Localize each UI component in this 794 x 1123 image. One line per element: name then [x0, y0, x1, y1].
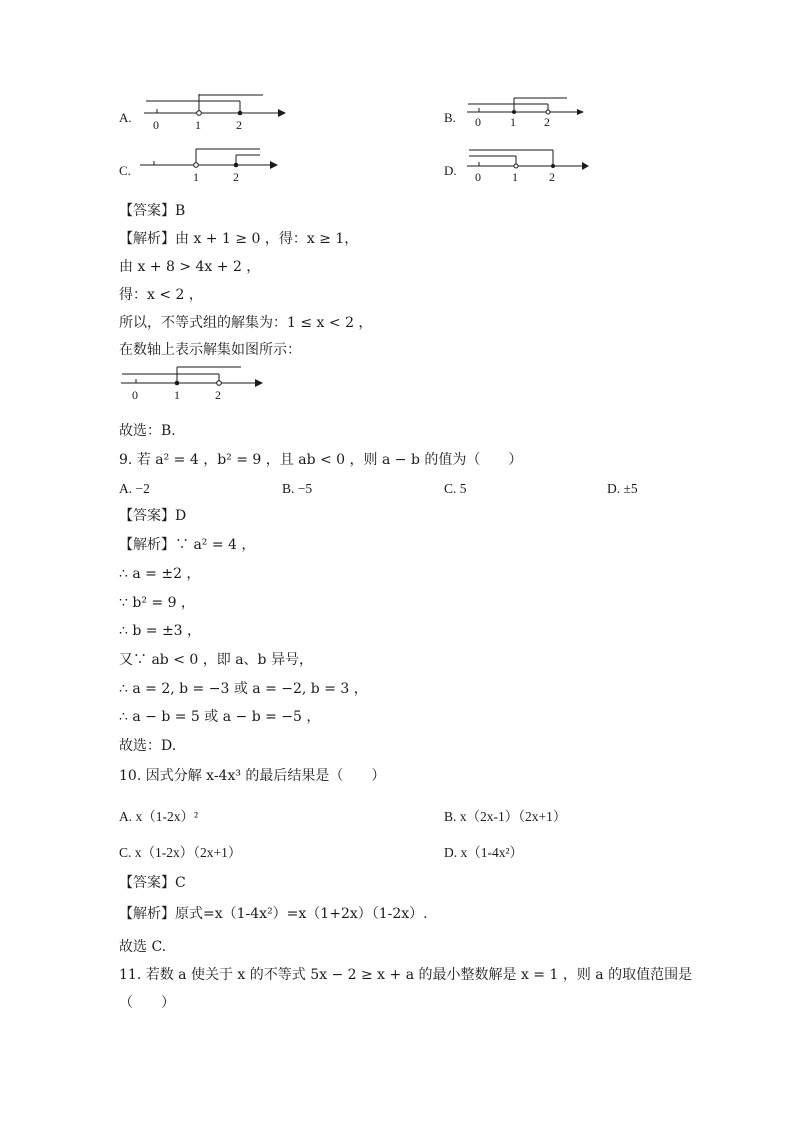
analysis-line: ∴ a = ±2 ，: [119, 566, 201, 582]
option-c-label: C.: [119, 163, 131, 178]
number-line-option-d: [465, 146, 595, 186]
answer-q10: 【答案】C: [119, 875, 186, 891]
tick-label: 0: [475, 115, 481, 129]
tick-label: 1: [510, 115, 516, 129]
question-11-stem: 11. 若数 a 使关于 x 的不等式 5x − 2 ≥ x + a 的最小整数解是 x = 1 ，则 a 的取值范围是: [119, 967, 693, 983]
tick-label: 2: [215, 388, 221, 402]
answer-q9: 【答案】D: [119, 508, 187, 524]
analysis-line: ∵ b² = 9 ，: [119, 595, 195, 611]
q9-option-b: B. −5: [282, 481, 313, 496]
conclusion-q9: 故选：D.: [119, 738, 177, 754]
analysis-line: 【解析】由 x + 1 ≥ 0 ，得：x ≥ 1，: [119, 231, 359, 247]
tick-label: 2: [236, 118, 242, 132]
q9-option-a: A. −2: [119, 481, 150, 496]
number-line-option-b: [465, 95, 590, 130]
q9-option-c: C. 5: [444, 481, 467, 496]
tick-label: 1: [193, 170, 199, 184]
tick-label: 2: [233, 170, 239, 184]
q10-option-a: A. x（1-2x）²: [119, 809, 199, 824]
tick-label: 1: [512, 170, 518, 184]
analysis-line: 在数轴上表示解集如图所示：: [119, 342, 301, 358]
tick-label: 1: [174, 388, 180, 402]
tick-label: 2: [549, 170, 555, 184]
option-b-label: B.: [444, 110, 456, 125]
q10-option-d: D. x（1-4x²）: [444, 845, 524, 860]
conclusion-q10: 故选 C.: [119, 939, 167, 955]
number-line-option-a: [140, 92, 290, 132]
tick-label: 2: [544, 115, 550, 129]
analysis-line: 由 x + 8 > 4x + 2 ，: [119, 259, 261, 275]
analysis-line: 得：x < 2 ，: [119, 287, 203, 303]
option-d-label: D.: [444, 163, 457, 178]
analysis-line: ∴ a − b = 5 或 a − b = −5 ，: [119, 709, 321, 725]
q10-option-b: B. x（2x-1）（2x+1）: [444, 809, 567, 824]
conclusion-q8: 故选：B.: [119, 423, 176, 439]
question-9-stem: 9. 若 a² = 4 ，b² = 9 ，且 ab < 0 ，则 a − b 的值为（ ）: [119, 452, 523, 468]
tick-label: 1: [195, 118, 201, 132]
number-line-option-c: [138, 146, 283, 186]
option-a-label: A.: [119, 110, 132, 125]
q10-option-c: C. x（1-2x）（2x+1）: [119, 845, 242, 860]
tick-label: 0: [475, 170, 481, 184]
answer-q8: 【答案】B: [119, 203, 186, 219]
tick-label: 0: [132, 388, 138, 402]
analysis-line: 【解析】∵ a² = 4 ，: [119, 537, 256, 553]
analysis-line: 又∵ ab < 0 ，即 a、b 异号，: [119, 652, 313, 668]
tick-label: 0: [153, 118, 159, 132]
question-11-paren: （ ）: [119, 995, 175, 1011]
analysis-line: ∴ b = ±3 ，: [119, 623, 202, 639]
analysis-line: ∴ a = 2, b = −3 或 a = −2, b = 3 ，: [119, 681, 368, 697]
question-10-stem: 10. 因式分解 x-4x³ 的最后结果是（ ）: [119, 768, 386, 784]
analysis-line: 所以，不等式组的解集为：1 ≤ x < 2 ，: [119, 315, 373, 331]
analysis-q10: 【解析】原式=x（1-4x²）=x（1+2x）（1-2x）.: [119, 906, 428, 922]
solution-number-line: [119, 362, 269, 402]
q9-option-d: D. ±5: [607, 481, 638, 496]
